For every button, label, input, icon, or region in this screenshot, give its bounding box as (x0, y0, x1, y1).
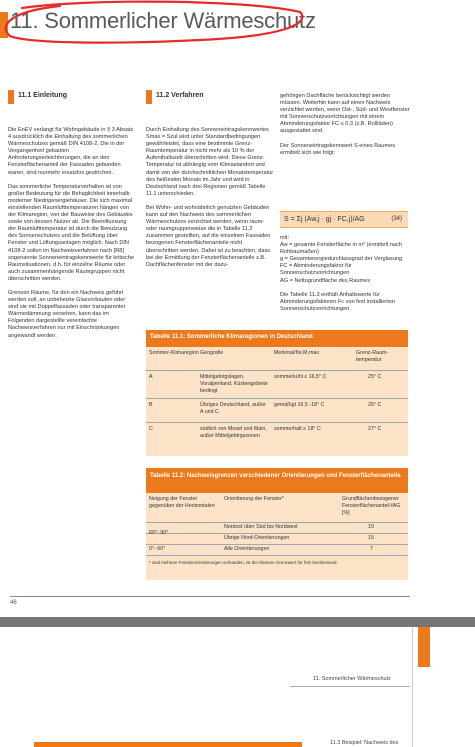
section-header-einleitung (8, 90, 138, 104)
table-header-cell: Neigung der Fenster gegenüber der Horizontalen (149, 496, 215, 509)
table-row (146, 534, 408, 545)
table-header-cell: Sommer-Klimaregion (149, 350, 199, 356)
page-number: 46 (10, 600, 17, 606)
table-header-cell: Grenz-Raum-temperatur (356, 350, 389, 363)
title-band (0, 0, 475, 44)
definition-item: g = Gesamtenergiedurchlassgrad der Verglasung (280, 256, 403, 263)
table-header-row (146, 493, 408, 523)
table-cell: C (149, 426, 153, 432)
column-einleitung (8, 127, 136, 347)
running-head: 11. Sommerlicher Wärmeschutz (313, 676, 391, 682)
table-cell: B (149, 402, 153, 408)
table-footnote-row (146, 556, 408, 570)
table-row (146, 371, 408, 399)
table-klimaregionen (146, 330, 408, 456)
section-header-verfahren (146, 90, 276, 104)
table-cell: südlich von Mosel und Main, außer Mittelgebirgszonen (200, 426, 267, 439)
table-cell: 26° C (368, 402, 382, 408)
table-cell: 0°- 60° (149, 546, 166, 552)
next-page-accent (418, 627, 430, 667)
footer-rule (10, 596, 410, 597)
section-heading: 11.2 Verfahren (156, 92, 204, 99)
table-header-row (146, 347, 408, 371)
red-highlight-circle (0, 0, 310, 46)
paragraph: Das sommerliche Temperaturverhalten ist von großer Bedeutung für die Behaglichkeit innerhalb moderner Niedrigenergiehäuser. Die sich maximal einstellenden Raumlufttemperaturen hängen von der Klimaregion, von der Bauweise des Gebäudes sowie von dessen Nutzer ab. Die Beeinflussung der Raumlufttemperatur ist durch die Benutzung des Sonnenschutzes und die Belüftung über Fenster und Lüftungsanlagen möglich. Nach DIN 4108-2 sollen im Nachweisverfahren nach [R8] sogenannte Sonneneintragskennwerte für kritische Raumsituationen, d.h. für einzelne Räume oder auch zusammenhängende Raumgruppen nicht überschritten werden. (8, 183, 134, 282)
table-header-cell: Merkmal/θe,M,max (274, 350, 320, 356)
column-verfahren (146, 127, 274, 276)
table-caption: Tabelle 11.1: Sommerliche Klimaregionen in Deutschland. (150, 334, 315, 340)
table-caption-bar (146, 330, 408, 347)
definition-item: FC = Abminderungsfaktor für Sonnenschutzvorrichtungen (280, 263, 352, 277)
table-cell: Mittelgebirgslagen, Voralpenland, Küstengebiete bedingt (200, 374, 268, 394)
table-caption-bar (146, 468, 408, 493)
table-cell: gemäßigt 16,5 -18° C (274, 402, 325, 408)
table-cell: sommerhalt ≥ 18° C (274, 426, 321, 432)
definition-item: AG = Nettogrundfläche des Raumes (280, 277, 371, 284)
table-cell: Nordost über Süd bis Nordwest (224, 524, 298, 530)
table-cell: 15 (368, 535, 374, 541)
table-row (146, 523, 408, 534)
paragraph: Grenzen Räume, für den ein Nachweis geführt werden soll, an unbeheizte Glasvorbauten oder sind sie mit Doppelfassaden oder transparenter Wärmedämmung versehen, kann das im Folgenden dargestellte vereinfachte Nachweisverfahren nur mit Einschränkungen angewandt werden. (8, 289, 126, 339)
table-header-cell: Geografie (200, 350, 224, 356)
table-header-cell: Orientierung der Fenster* (224, 496, 284, 502)
paragraph: gehörigen Dachfläche berücksichtigt werden müssen. Weiterhin kann auf einen Nachweis verzichtet werden, wenn Ost-, Süd- und Westfenster mit Sonnenschutzvorrichtungen mit einem Abminderungsfaktor FC ≤ 0,3 (z.B. Rollläden) ausgestattet sind. (280, 93, 410, 135)
table-cell: Alle Orientierungen (224, 546, 270, 552)
paragraph: Der Sonneneintragskennwert S eines Raumes ermittelt sich wie folgt: (280, 142, 396, 156)
next-section-heading: 11.3 Beispiel: Nachweis des (330, 740, 399, 746)
table-cell: 27° C (368, 426, 382, 432)
table-cell: 10 (368, 524, 374, 530)
table-cell: sommerkühl ≤ 16,5° C (274, 374, 327, 380)
table-cell: 7 (370, 546, 373, 552)
table-cell: A (149, 374, 153, 380)
table-footnote: * sind mehrere Fensterorientierungen vorhanden, ist der kleinere Grenzwert für fAG bestimmend. (149, 560, 338, 565)
table-cell: Übrige Nord-Orientierungen (224, 535, 290, 541)
table-caption: Tabelle 11.2: Nachweisgrenzen verschiedener Orientierungen und Fensterflächenanteile. (150, 473, 403, 479)
running-head-rule (290, 686, 410, 687)
table-cell: 60°- 90° (149, 530, 169, 536)
definitions (280, 235, 410, 320)
margin-rule (412, 627, 413, 747)
formula-number: (34) (391, 216, 402, 222)
table-nachweisgrenzen (146, 468, 408, 580)
paragraph: Die Tabelle 11.3 enthält Anhaltswerte für Abminderungsfaktoren Fc von fest installierten Sonnenschutzvorrichtungen. (280, 291, 396, 312)
formula-text: S = Σj (Aw,j · gj · FC,j)/AG (284, 216, 365, 223)
definitions-intro: mit: (280, 235, 290, 241)
formula-box (280, 211, 408, 228)
next-page-orange-bar (34, 742, 302, 747)
section-accent-bar (8, 90, 14, 104)
paragraph: Durch Einhaltung des Sonneneintragskennwertes Smax = Szul wird unter Standardbedingungen gewährleistet, dass eine bestimmte Grenz-Raumtemperatur in nicht mehr als 10 % der Aufenthaltszeit überschritten wird. Diese Grenz-Temperatur ist abhängig vom Klimastandort und damit von der durchschnittlichen Monatstemperatur des heißesten Monats im Jahr und wird in Deutschland nach drei Regionen gemäß Tabelle 11.1 unterschieden. (146, 127, 274, 197)
page-divider (0, 617, 475, 627)
section-heading: 11.1 Einleitung (18, 92, 68, 99)
page-title: 11. Sommerlicher Wärmeschutz (10, 8, 316, 33)
table-row (146, 423, 408, 455)
definition-item: Aw = gesamte Fensterfläche in m² (ermittelt nach Rohbaumaßen) (280, 242, 402, 256)
table-cell: 25° C (368, 374, 382, 380)
paragraph: Die EnEV verlangt für Wohngebäude in § 3 Absatz 4 ausdrücklich die Einhaltung des sommerlichen Wärmeschutzes gemäß DIN 4108-2, Die in der Vergangenheit gebauten Anforderungserleichterungen, die an den Fensterflächenanteil der Fassaden gebunden waren, sind nunmehr ersatzlos gestrichen. (8, 127, 134, 176)
table-row (146, 399, 408, 423)
table-header-cell: Grundflächenbezogener Fensterflächenanteil fAG [%] (342, 496, 401, 516)
paragraph: Bei Wohn- und wohnähnlich genutzten Gebäuden kann auf den Nachweis des sommerlichen Wärmeschutzes verzichtet werden, wenn raum- oder raumgruppenweise die in Tabelle 11.2 zusammen gestellten, auf die einzelnen Fassaden bezogenen Fensterflächenanteile nicht überschritten werden. Dabei ist zu beachten, dass bei der Ermittlung der Fensterflächenanteile z.B. Dachflächenfenster mit der dazu- (146, 204, 271, 268)
section-accent-bar (146, 90, 152, 104)
column-right (280, 93, 410, 164)
table-row (146, 545, 408, 556)
table-cell: Übriges Deutschland, außer A und C (200, 402, 266, 415)
